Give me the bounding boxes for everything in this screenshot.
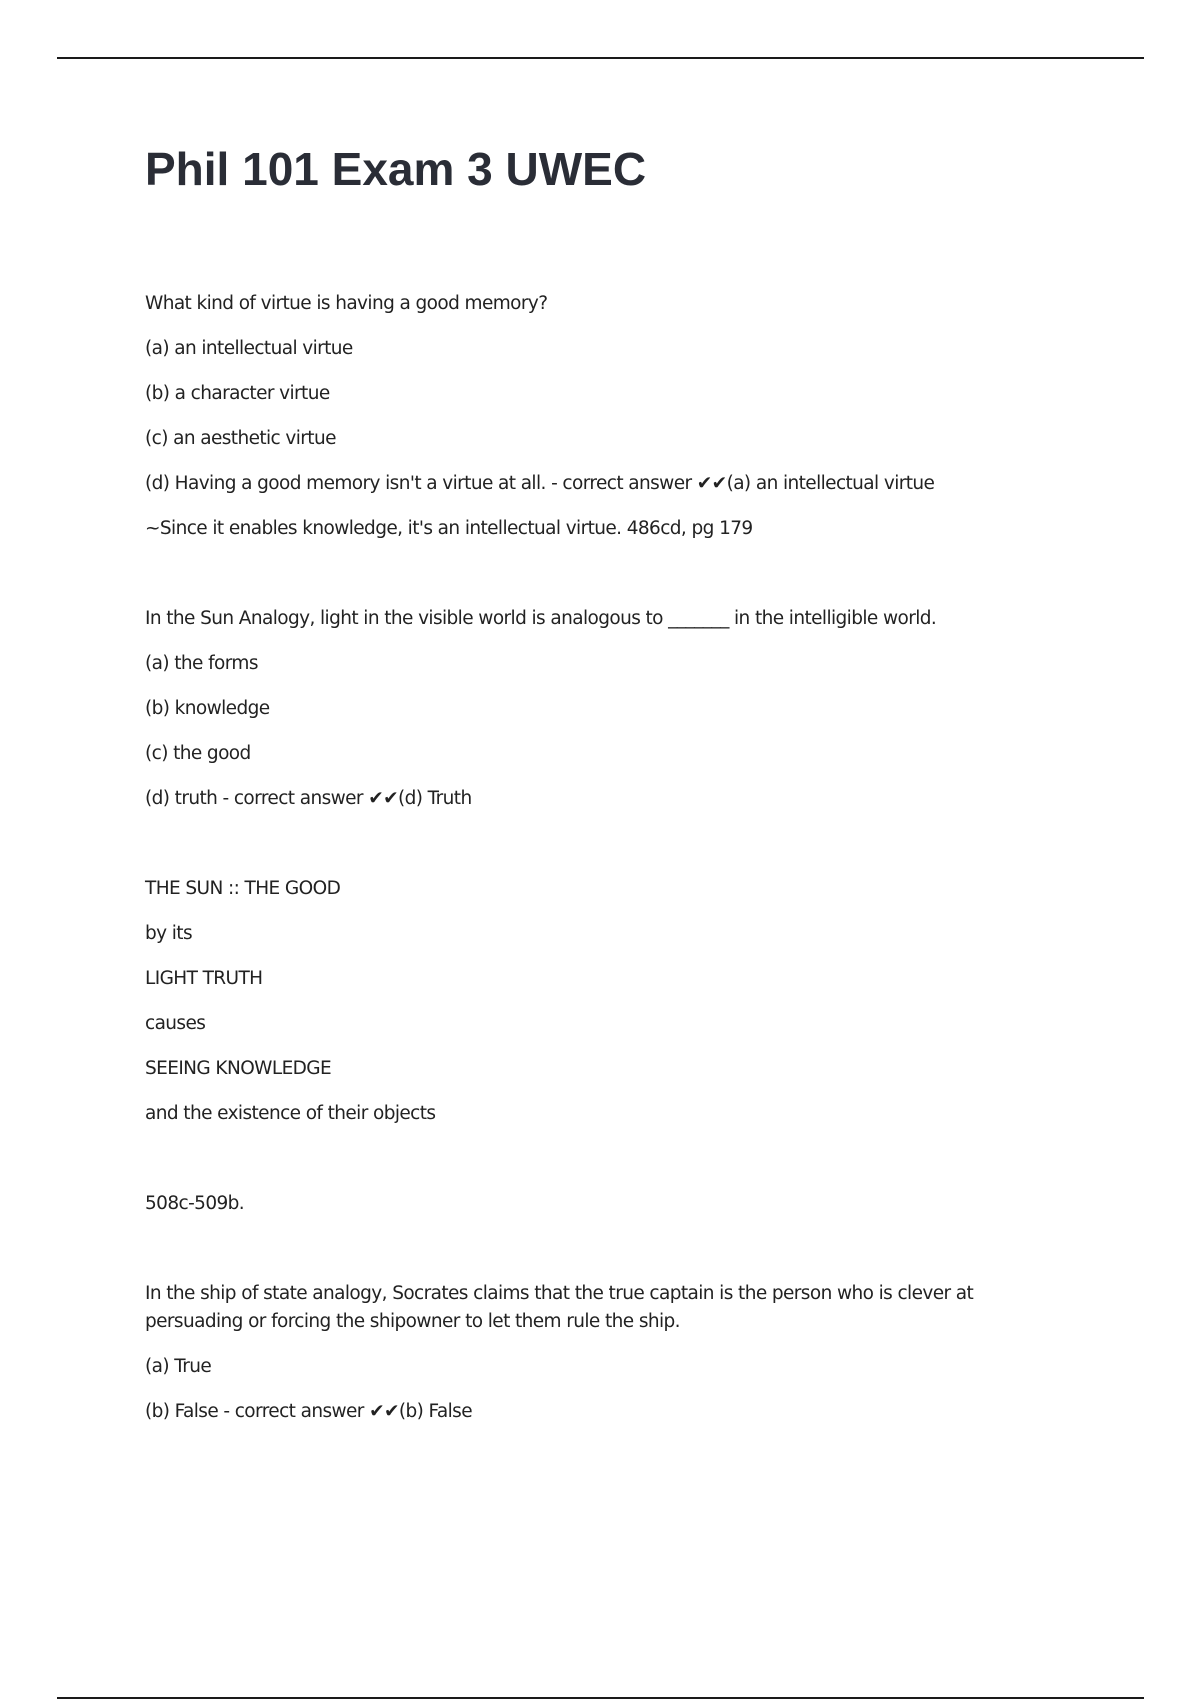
question-3-option-b-answer: (b) False - correct answer ✔✔(b) False <box>145 1401 472 1422</box>
document-body <box>145 290 1025 1426</box>
analogy-line-2: by its <box>145 923 193 944</box>
question-1-text: What kind of virtue is having a good memory? <box>145 293 548 314</box>
top-rule <box>57 57 1144 59</box>
citation-line: 508c-509b. <box>145 1193 245 1214</box>
question-3-option-a: (a) True <box>145 1356 212 1377</box>
question-1-option-c: (c) an aesthetic virtue <box>145 428 336 449</box>
bottom-rule <box>57 1697 1144 1699</box>
question-2-option-c: (c) the good <box>145 743 251 764</box>
question-1-explanation: ~Since it enables knowledge, it's an intellectual virtue. 486cd, pg 179 <box>145 518 753 539</box>
question-2-option-b: (b) knowledge <box>145 698 270 719</box>
document-title: Phil 101 Exam 3 UWEC <box>145 143 647 195</box>
analogy-line-4: causes <box>145 1013 206 1034</box>
analogy-line-6: and the existence of their objects <box>145 1103 436 1124</box>
question-1-option-d-answer: (d) Having a good memory isn't a virtue at all. - correct answer ✔✔(a) an intellectual virtue <box>145 473 935 494</box>
analogy-line-5: SEEING KNOWLEDGE <box>145 1058 332 1079</box>
question-2-option-d-answer: (d) truth - correct answer ✔✔(d) Truth <box>145 788 472 809</box>
question-1-option-a: (a) an intellectual virtue <box>145 338 353 359</box>
question-3-text: In the ship of state analogy, Socrates claims that the true captain is the person who is clever at persuading or forcing the shipowner to let them rule the ship. <box>145 1283 974 1332</box>
analogy-line-3: LIGHT TRUTH <box>145 968 263 989</box>
question-1-option-b: (b) a character virtue <box>145 383 330 404</box>
analogy-line-1: THE SUN :: THE GOOD <box>145 878 341 899</box>
question-2-option-a: (a) the forms <box>145 653 258 674</box>
question-2-text: In the Sun Analogy, light in the visible world is analogous to _______ in the intelligible world. <box>145 608 937 629</box>
